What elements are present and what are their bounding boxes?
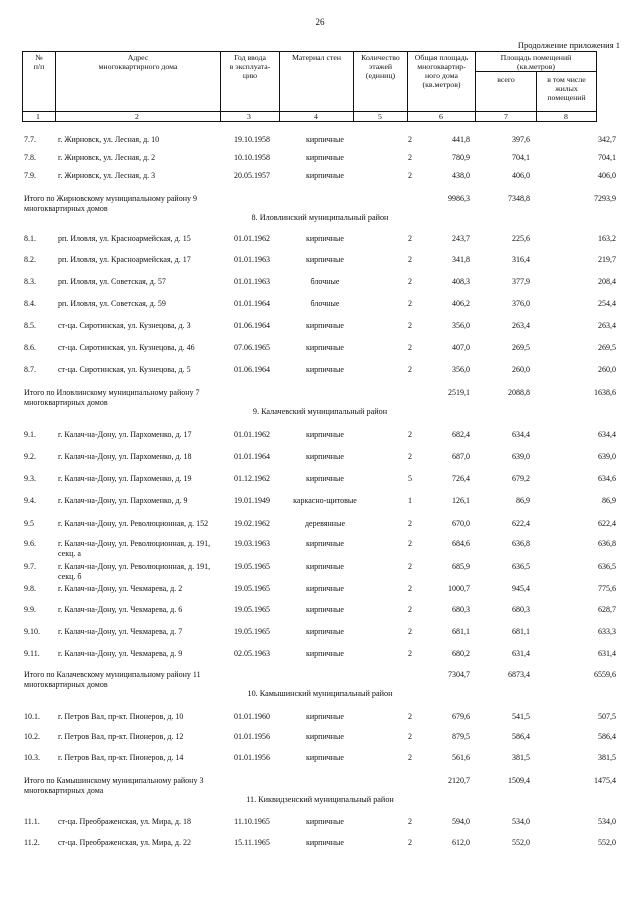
page-number: 26 <box>315 17 325 27</box>
cell-tot: 126,1 <box>452 496 470 505</box>
cell-mat: кирпичные <box>306 605 344 614</box>
cell-tot: 594,0 <box>452 817 470 826</box>
cell-all: 6873,4 <box>508 670 530 679</box>
cell-addr: ст-ца. Сиротинская, ул. Кузнецова, д. 5 <box>58 365 191 374</box>
cell-addr: г. Калач-на-Дону, ул. Пархоменко, д. 18 <box>58 452 192 461</box>
cell-year: 02.05.1963 <box>234 649 270 658</box>
cell-year: 19.10.1958 <box>234 135 270 144</box>
cell-all: 376,0 <box>512 299 530 308</box>
cell-addr: г. Калач-на-Дону, ул. Чекмарева, д. 2 <box>58 584 183 593</box>
table-header <box>22 51 618 122</box>
cell-all: 397,6 <box>512 135 530 144</box>
cell-year: 19.05.1965 <box>234 562 270 571</box>
cell-fl: 2 <box>408 562 412 571</box>
cell-num: 9.9. <box>24 605 36 614</box>
cell-addr: г. Калач-на-Дону, ул. Пархоменко, д. 17 <box>58 430 192 439</box>
cell-mat: кирпичные <box>306 135 344 144</box>
column-number: 5 <box>378 112 382 121</box>
cell-all: 639,0 <box>512 452 530 461</box>
cell-all: 316,4 <box>512 255 530 264</box>
cell-fl: 2 <box>408 299 412 308</box>
cell-addr: рп. Иловля, ул. Красноармейская, д. 15 <box>58 234 191 243</box>
continuation-note: Продолжение приложения 1 <box>517 40 620 50</box>
cell-year: 01.01.1963 <box>234 277 270 286</box>
cell-num: 11.2. <box>24 838 40 847</box>
header-material: Материал стен <box>291 53 341 62</box>
cell-liv: 639,0 <box>598 452 616 461</box>
cell-mat: кирпичные <box>306 753 344 762</box>
header-total-area: Общая площадь многоквартир- ного дома (кв.метров) <box>414 53 469 89</box>
cell-mat: кирпичные <box>306 452 344 461</box>
cell-fl: 2 <box>408 171 412 180</box>
cell-mat: кирпичные <box>306 712 344 721</box>
cell-all: 381,5 <box>512 753 530 762</box>
cell-year: 19.05.1965 <box>234 584 270 593</box>
cell-tot: 2519,1 <box>448 388 470 397</box>
cell-liv: 633,3 <box>598 627 616 636</box>
cell-fl: 2 <box>408 255 412 264</box>
cell-all: 636,5 <box>512 562 530 571</box>
cell-mat: кирпичные <box>306 153 344 162</box>
cell-all: 2088,8 <box>508 388 530 397</box>
cell-liv: 381,5 <box>598 753 616 762</box>
cell-text: Итого по Иловлинскому муниципальному району 7 многоквартирных домов <box>24 388 200 407</box>
cell-all: 377,9 <box>512 277 530 286</box>
cell-addr: ст-ца. Сиротинская, ул. Кузнецова, д. 3 <box>58 321 191 330</box>
cell-all: 269,5 <box>512 343 530 352</box>
cell-year: 10.10.1958 <box>234 153 270 162</box>
cell-liv: 163,2 <box>598 234 616 243</box>
cell-num: 8.1. <box>24 234 36 243</box>
cell-liv: 269,5 <box>598 343 616 352</box>
cell-liv: 260,0 <box>598 365 616 374</box>
cell-fl: 2 <box>408 430 412 439</box>
cell-mat: кирпичные <box>306 321 344 330</box>
cell-tot: 341,8 <box>452 255 470 264</box>
cell-text: Итого по Калачевскому муниципальному району 11 многоквартирных домов <box>24 670 201 689</box>
header-year: Год ввода в эксплуата- цию <box>229 53 271 80</box>
cell-num: 8.7. <box>24 365 36 374</box>
cell-num: 8.4. <box>24 299 36 308</box>
column-number: 4 <box>314 112 318 121</box>
cell-year: 01.01.1964 <box>234 299 270 308</box>
cell-year: 01.06.1964 <box>234 365 270 374</box>
cell-fl: 2 <box>408 539 412 548</box>
cell-year: 01.01.1960 <box>234 712 270 721</box>
cell-num: 9.5 <box>24 519 34 528</box>
cell-addr: рп. Иловля, ул. Красноармейская, д. 17 <box>58 255 191 264</box>
header-address: Адрес многоквартирного дома <box>98 53 178 71</box>
cell-mat: кирпичные <box>306 732 344 741</box>
cell-num: 8.3. <box>24 277 36 286</box>
cell-num: 9.11. <box>24 649 40 658</box>
column-number: 7 <box>504 112 508 121</box>
cell-addr: г. Жирновск, ул. Лесная, д. 3 <box>58 171 156 180</box>
column-number: 2 <box>135 112 139 121</box>
cell-fl: 2 <box>408 838 412 847</box>
column-number: 1 <box>36 112 40 121</box>
cell-liv: 622,4 <box>598 519 616 528</box>
cell-tot: 684,6 <box>452 539 470 548</box>
cell-num: 9.4. <box>24 496 36 505</box>
cell-mat: кирпичные <box>306 171 344 180</box>
cell-tot: 780,9 <box>452 153 470 162</box>
cell-year: 11.10.1965 <box>234 817 270 826</box>
cell-addr: ст-ца. Преображенская, ул. Мира, д. 18 <box>58 817 191 826</box>
cell-all: 704,1 <box>512 153 530 162</box>
cell-addr: г. Петров Вал, пр-кт. Пионеров, д. 14 <box>58 753 184 762</box>
cell-all: 679,2 <box>512 474 530 483</box>
cell-num: 10.1. <box>24 712 40 721</box>
cell-tot: 612,0 <box>452 838 470 847</box>
cell-addr: г. Калач-на-Дону, ул. Революционная, д. 191, секц. б <box>58 562 211 581</box>
cell-tot: 7304,7 <box>448 670 470 679</box>
cell-liv: 219,7 <box>598 255 616 264</box>
cell-liv: 7293,9 <box>594 194 616 203</box>
cell-liv: 636,8 <box>598 539 616 548</box>
cell-num: 8.2. <box>24 255 36 264</box>
cell-num: 9.6. <box>24 539 36 548</box>
cell-tot: 406,2 <box>452 299 470 308</box>
cell-year: 01.06.1964 <box>234 321 270 330</box>
cell-all: 263,4 <box>512 321 530 330</box>
section-title: 10. Камышинский муниципальный район <box>247 689 393 698</box>
cell-liv: 208,4 <box>598 277 616 286</box>
cell-liv: 634,4 <box>598 430 616 439</box>
cell-mat: кирпичные <box>306 234 344 243</box>
cell-fl: 2 <box>408 817 412 826</box>
cell-tot: 243,7 <box>452 234 470 243</box>
cell-mat: кирпичные <box>306 649 344 658</box>
cell-tot: 685,9 <box>452 562 470 571</box>
cell-addr: рп. Иловля, ул. Советская, д. 59 <box>58 299 166 308</box>
cell-tot: 1000,7 <box>448 584 470 593</box>
cell-tot: 726,4 <box>452 474 470 483</box>
cell-fl: 5 <box>408 474 412 483</box>
cell-all: 680,3 <box>512 605 530 614</box>
section-title: 8. Иловлинский муниципальный район <box>251 213 389 222</box>
cell-addr: г. Калач-на-Дону, ул. Чекмарева, д. 6 <box>58 605 183 614</box>
cell-num: 8.6. <box>24 343 36 352</box>
cell-all: 534,0 <box>512 817 530 826</box>
cell-fl: 2 <box>408 365 412 374</box>
cell-addr: г. Жирновск, ул. Лесная, д. 2 <box>58 153 156 162</box>
cell-addr: г. Калач-на-Дону, ул. Чекмарева, д. 9 <box>58 649 183 658</box>
cell-tot: 2120,7 <box>448 776 470 785</box>
cell-liv: 631,4 <box>598 649 616 658</box>
cell-mat: кирпичные <box>306 817 344 826</box>
cell-year: 07.06.1965 <box>234 343 270 352</box>
cell-mat: блочные <box>310 277 340 286</box>
cell-mat: кирпичные <box>306 539 344 548</box>
cell-liv: 628,7 <box>598 605 616 614</box>
cell-liv: 775,6 <box>598 584 616 593</box>
cell-all: 260,0 <box>512 365 530 374</box>
cell-all: 7348,8 <box>508 194 530 203</box>
cell-year: 19.05.1965 <box>234 605 270 614</box>
cell-addr: рп. Иловля, ул. Советская, д. 57 <box>58 277 166 286</box>
cell-num: 7.8. <box>24 153 36 162</box>
cell-fl: 2 <box>408 343 412 352</box>
cell-year: 01.12.1962 <box>234 474 270 483</box>
cell-num: 7.9. <box>24 171 36 180</box>
cell-liv: 634,6 <box>598 474 616 483</box>
cell-liv: 586,4 <box>598 732 616 741</box>
cell-fl: 2 <box>408 452 412 461</box>
column-number: 6 <box>439 112 443 121</box>
cell-fl: 2 <box>408 627 412 636</box>
header-premises-area: Площадь помещений (кв.метров) <box>500 53 572 71</box>
cell-tot: 561,6 <box>452 753 470 762</box>
cell-num: 8.5. <box>24 321 36 330</box>
cell-fl: 2 <box>408 605 412 614</box>
cell-tot: 356,0 <box>452 365 470 374</box>
header-area-living: в том числе жилых помещений <box>547 75 586 102</box>
cell-addr: г. Калач-на-Дону, ул. Революционная, д. 191, секц. а <box>58 539 211 558</box>
cell-text: Итого по Жирновскому муниципальному району 9 многоквартирных домов <box>24 194 197 213</box>
cell-liv: 704,1 <box>598 153 616 162</box>
cell-addr: ст-ца. Преображенская, ул. Мира, д. 22 <box>58 838 191 847</box>
cell-mat: блочные <box>310 299 340 308</box>
cell-all: 86,9 <box>516 496 530 505</box>
cell-year: 19.05.1965 <box>234 627 270 636</box>
cell-num: 9.1. <box>24 430 36 439</box>
cell-fl: 2 <box>408 584 412 593</box>
cell-num: 9.10. <box>24 627 40 636</box>
cell-liv: 636,5 <box>598 562 616 571</box>
header-num: № п/п <box>33 53 45 71</box>
cell-addr: ст-ца. Сиротинская, ул. Кузнецова, д. 46 <box>58 343 195 352</box>
cell-num: 9.2. <box>24 452 36 461</box>
cell-all: 1509,4 <box>508 776 530 785</box>
cell-year: 19.01.1949 <box>234 496 270 505</box>
cell-year: 01.01.1962 <box>234 234 270 243</box>
cell-tot: 438,0 <box>452 171 470 180</box>
cell-tot: 441,8 <box>452 135 470 144</box>
cell-all: 586,4 <box>512 732 530 741</box>
cell-num: 10.2. <box>24 732 40 741</box>
cell-year: 01.01.1956 <box>234 753 270 762</box>
cell-liv: 1475,4 <box>594 776 616 785</box>
cell-text: Итого по Камышинскому муниципальному району 3 многоквартирных дома <box>24 776 204 795</box>
cell-mat: кирпичные <box>306 474 344 483</box>
cell-mat: кирпичные <box>306 365 344 374</box>
cell-mat: кирпичные <box>306 627 344 636</box>
cell-mat: каркасно-щитовые <box>293 496 357 505</box>
cell-year: 01.01.1956 <box>234 732 270 741</box>
cell-tot: 679,6 <box>452 712 470 721</box>
cell-all: 945,4 <box>512 584 530 593</box>
cell-liv: 342,7 <box>598 135 616 144</box>
cell-tot: 356,0 <box>452 321 470 330</box>
column-number: 3 <box>247 112 251 121</box>
cell-liv: 552,0 <box>598 838 616 847</box>
cell-mat: кирпичные <box>306 838 344 847</box>
cell-tot: 680,2 <box>452 649 470 658</box>
cell-fl: 2 <box>408 234 412 243</box>
cell-addr: г. Жирновск, ул. Лесная, д. 10 <box>58 135 160 144</box>
cell-fl: 2 <box>408 135 412 144</box>
column-number: 8 <box>564 112 568 121</box>
cell-addr: г. Калач-на-Дону, ул. Революционная, д. 152 <box>58 519 209 528</box>
cell-mat: кирпичные <box>306 430 344 439</box>
cell-fl: 2 <box>408 277 412 286</box>
cell-all: 541,5 <box>512 712 530 721</box>
cell-all: 631,4 <box>512 649 530 658</box>
cell-fl: 2 <box>408 321 412 330</box>
header-area-all: всего <box>497 75 515 84</box>
cell-tot: 670,0 <box>452 519 470 528</box>
cell-fl: 2 <box>408 712 412 721</box>
cell-tot: 682,4 <box>452 430 470 439</box>
cell-year: 19.03.1963 <box>234 539 270 548</box>
cell-addr: г. Калач-на-Дону, ул. Пархоменко, д. 19 <box>58 474 192 483</box>
cell-num: 10.3. <box>24 753 40 762</box>
cell-liv: 263,4 <box>598 321 616 330</box>
cell-year: 15.11.1965 <box>234 838 270 847</box>
cell-tot: 9986,3 <box>448 194 470 203</box>
cell-all: 225,6 <box>512 234 530 243</box>
cell-all: 636,8 <box>512 539 530 548</box>
header-floors: Количество этажей (единиц) <box>361 53 400 80</box>
cell-fl: 2 <box>408 649 412 658</box>
cell-mat: деревянные <box>304 519 345 528</box>
cell-fl: 2 <box>408 732 412 741</box>
cell-liv: 1638,6 <box>594 388 616 397</box>
cell-fl: 2 <box>408 153 412 162</box>
cell-all: 634,4 <box>512 430 530 439</box>
cell-num: 9.8. <box>24 584 36 593</box>
cell-fl: 1 <box>408 496 412 505</box>
cell-fl: 2 <box>408 519 412 528</box>
cell-year: 20.05.1957 <box>234 171 270 180</box>
cell-liv: 86,9 <box>602 496 616 505</box>
cell-all: 406,0 <box>512 171 530 180</box>
cell-mat: кирпичные <box>306 584 344 593</box>
cell-mat: кирпичные <box>306 562 344 571</box>
cell-num: 9.3. <box>24 474 36 483</box>
section-title: 11. Киквидзенский муниципальный район <box>246 795 394 804</box>
cell-mat: кирпичные <box>306 255 344 264</box>
cell-all: 622,4 <box>512 519 530 528</box>
cell-liv: 406,0 <box>598 171 616 180</box>
cell-all: 552,0 <box>512 838 530 847</box>
section-title: 9. Калачевский муниципальный район <box>252 407 388 416</box>
cell-tot: 681,1 <box>452 627 470 636</box>
cell-year: 01.01.1962 <box>234 430 270 439</box>
cell-tot: 408,3 <box>452 277 470 286</box>
cell-liv: 507,5 <box>598 712 616 721</box>
cell-liv: 534,0 <box>598 817 616 826</box>
cell-year: 01.01.1964 <box>234 452 270 461</box>
cell-num: 9.7. <box>24 562 36 571</box>
cell-addr: г. Петров Вал, пр-кт. Пионеров, д. 10 <box>58 712 184 721</box>
cell-addr: г. Калач-на-Дону, ул. Пархоменко, д. 9 <box>58 496 188 505</box>
cell-addr: г. Петров Вал, пр-кт. Пионеров, д. 12 <box>58 732 184 741</box>
cell-num: 7.7. <box>24 135 36 144</box>
cell-year: 19.02.1962 <box>234 519 270 528</box>
cell-addr: г. Калач-на-Дону, ул. Чекмарева, д. 7 <box>58 627 183 636</box>
cell-num: 11.1. <box>24 817 40 826</box>
cell-tot: 879,5 <box>452 732 470 741</box>
cell-year: 01.01.1963 <box>234 255 270 264</box>
cell-liv: 254,4 <box>598 299 616 308</box>
cell-fl: 2 <box>408 753 412 762</box>
cell-tot: 680,3 <box>452 605 470 614</box>
cell-tot: 407,0 <box>452 343 470 352</box>
cell-liv: 6559,6 <box>594 670 616 679</box>
cell-tot: 687,0 <box>452 452 470 461</box>
cell-mat: кирпичные <box>306 343 344 352</box>
cell-all: 681,1 <box>512 627 530 636</box>
